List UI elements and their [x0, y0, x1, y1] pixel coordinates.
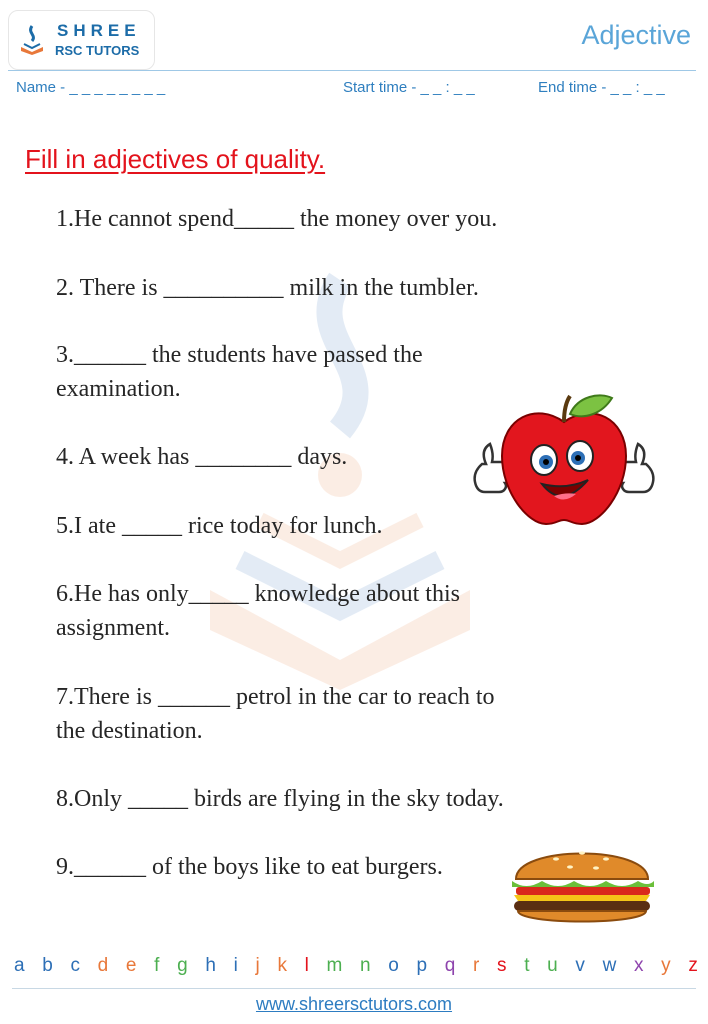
question-line: 6.He has only_____ knowledge about this [56, 581, 460, 607]
name-field: Name - _ _ _ _ _ _ _ _ [16, 79, 166, 96]
apple-thumbs-up-icon [466, 392, 662, 528]
question-line: examination. [56, 376, 181, 402]
alphabet-letter: a [14, 955, 25, 976]
alphabet-letter: g [177, 955, 188, 976]
end-time-field: End time - _ _ : _ _ [538, 79, 665, 96]
alphabet-letter: v [575, 955, 585, 976]
start-time-field: Start time - _ _ : _ _ [343, 79, 475, 96]
alphabet-letter: p [416, 955, 428, 976]
question-line: assignment. [56, 615, 170, 641]
question-6 [56, 577, 460, 645]
question-line: 4. A week has ________ days. [56, 444, 348, 470]
question-7 [56, 680, 495, 748]
brand-subtitle: RSC TUTORS [55, 43, 140, 58]
question-line: the destination. [56, 718, 203, 744]
question-line: 2. There is __________ milk in the tumbler. [56, 275, 479, 301]
question-line: 8.Only _____ birds are flying in the sky today. [56, 786, 504, 812]
question-9 [56, 850, 443, 884]
alphabet-letter: x [633, 955, 644, 976]
alphabet-letter: t [524, 955, 530, 976]
alphabet-letter: q [444, 955, 456, 976]
question-2 [56, 271, 479, 305]
alphabet-letter: j [255, 955, 260, 976]
website-link[interactable]: www.shreersctutors.com [255, 994, 453, 1014]
alphabet-letter: d [97, 955, 109, 976]
alphabet-strip [14, 955, 698, 977]
alphabet-letter: b [42, 955, 53, 976]
alphabet-letter: k [277, 955, 287, 976]
question-line: 1.He cannot spend_____ the money over you. [56, 206, 498, 232]
question-line: 7.There is ______ petrol in the car to reach to [56, 684, 495, 710]
question-line: 9.______ of the boys like to eat burgers. [56, 854, 443, 880]
question-line: 3.______ the students have passed the [56, 342, 423, 368]
question-3 [56, 338, 423, 406]
alphabet-letter: m [326, 955, 343, 976]
topic-title: Adjective [581, 20, 691, 50]
lamp-logo-icon [19, 25, 45, 55]
question-5 [56, 509, 383, 543]
burger-icon [506, 835, 658, 927]
alphabet-letter: u [547, 955, 558, 976]
alphabet-letter: n [360, 955, 371, 976]
question-4 [56, 440, 347, 474]
alphabet-letter: f [154, 955, 160, 976]
alphabet-letter: o [388, 955, 399, 976]
alphabet-letter: l [304, 955, 309, 976]
alphabet-letter: i [233, 955, 238, 976]
worksheet-heading: Fill in adjectives of quality. [25, 144, 326, 174]
alphabet-letter: h [205, 955, 216, 976]
alphabet-letter: w [602, 955, 617, 976]
question-8 [56, 782, 504, 816]
logo [8, 10, 155, 70]
alphabet-letter: c [70, 955, 80, 976]
question-line: 5.I ate _____ rice today for lunch. [56, 513, 383, 539]
brand-name: SHREE [57, 21, 141, 40]
alphabet-letter: s [497, 955, 507, 976]
alphabet-letter: y [661, 955, 671, 976]
alphabet-letter: r [473, 955, 480, 976]
question-1 [56, 202, 497, 236]
footer-divider [12, 988, 696, 989]
alphabet-letter: z [688, 955, 698, 976]
header-divider [8, 70, 696, 71]
alphabet-letter: e [125, 955, 137, 976]
